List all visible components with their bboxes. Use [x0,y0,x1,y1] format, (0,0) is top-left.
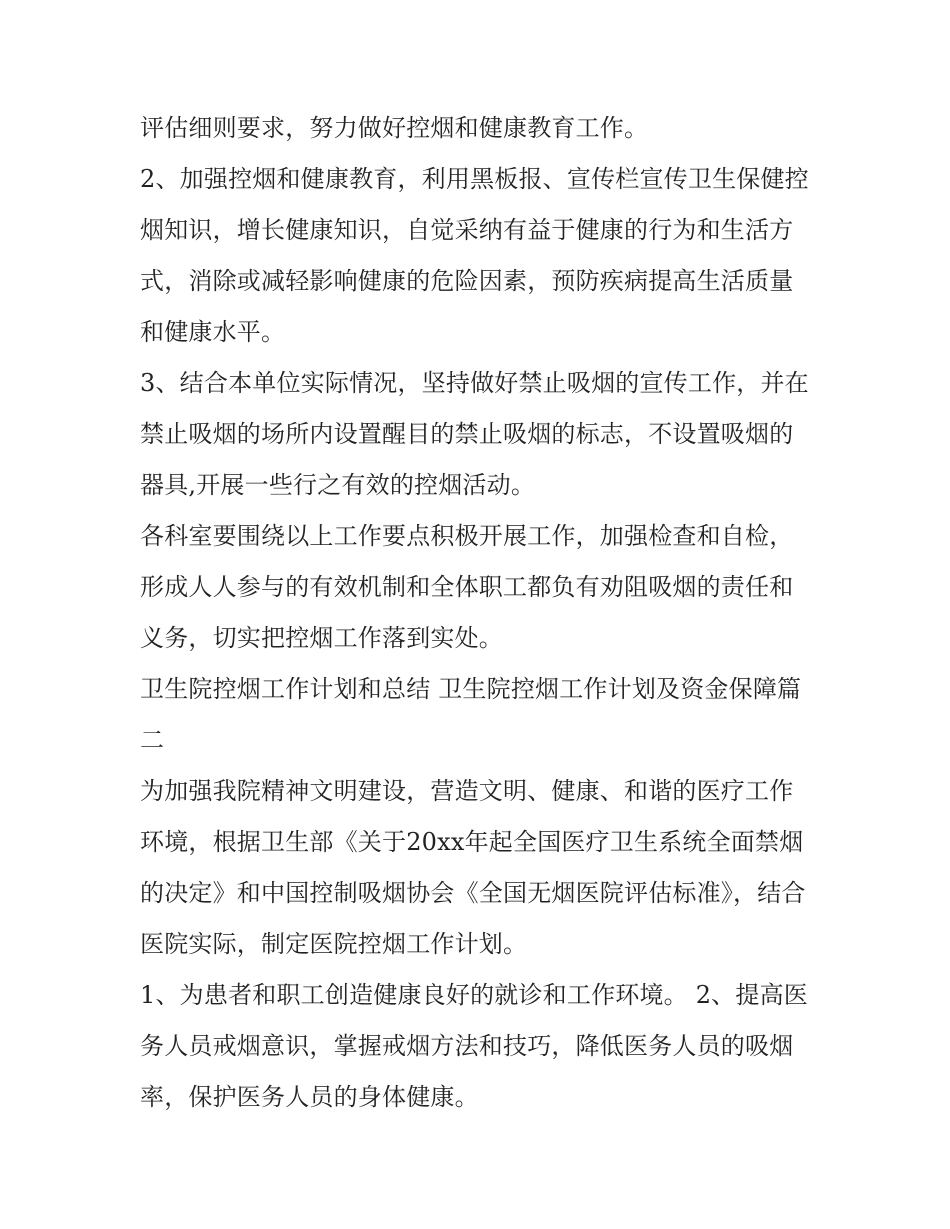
paragraph-item-3: 3、结合本单位实际情况，坚持做好禁止吸烟的宣传工作，并在禁止吸烟的场所内设置醒目的禁止吸烟的标志，不设置吸烟的器具,开展一些行之有效的控烟活动。 [140,369,809,499]
paragraph-continuation: 评估细则要求，努力做好控烟和健康教育工作。 [140,114,649,142]
paragraph-goals: 1、为患者和职工创造健康良好的就诊和工作环境。 2、提高医务人员戒烟意识，掌握戒烟方法和技巧，降低医务人员的吸烟率，保护医务人员的身体健康。 [140,981,808,1111]
paragraph-summary: 各科室要围绕以上工作要点积极开展工作，加强检查和自检，形成人人参与的有效机制和全体职工都负有劝阻吸烟的责任和义务，切实把控烟工作落到实处。 [140,522,794,652]
paragraph-intro: 为加强我院精神文明建设，营造文明、健康、和谐的医疗工作环境，根据卫生部《关于20xx年起全国医疗卫生系统全面禁烟的决定》和中国控制吸烟协会《全国无烟医院评估标准》，结合医院实际，制定医院控烟工作计划。 [140,777,806,958]
section-heading: 卫生院控烟工作计划和总结 卫生院控烟工作计划及资金保障篇二 [140,675,802,754]
paragraph-item-2: 2、加强控烟和健康教育，利用黑板报、宣传栏宣传卫生保健控烟知识，增长健康知识，自觉采纳有益于健康的行为和生活方式，消除或减轻影响健康的危险因素，预防疾病提高生活质量和健康水平。 [140,165,809,346]
document-body [140,103,815,1123]
